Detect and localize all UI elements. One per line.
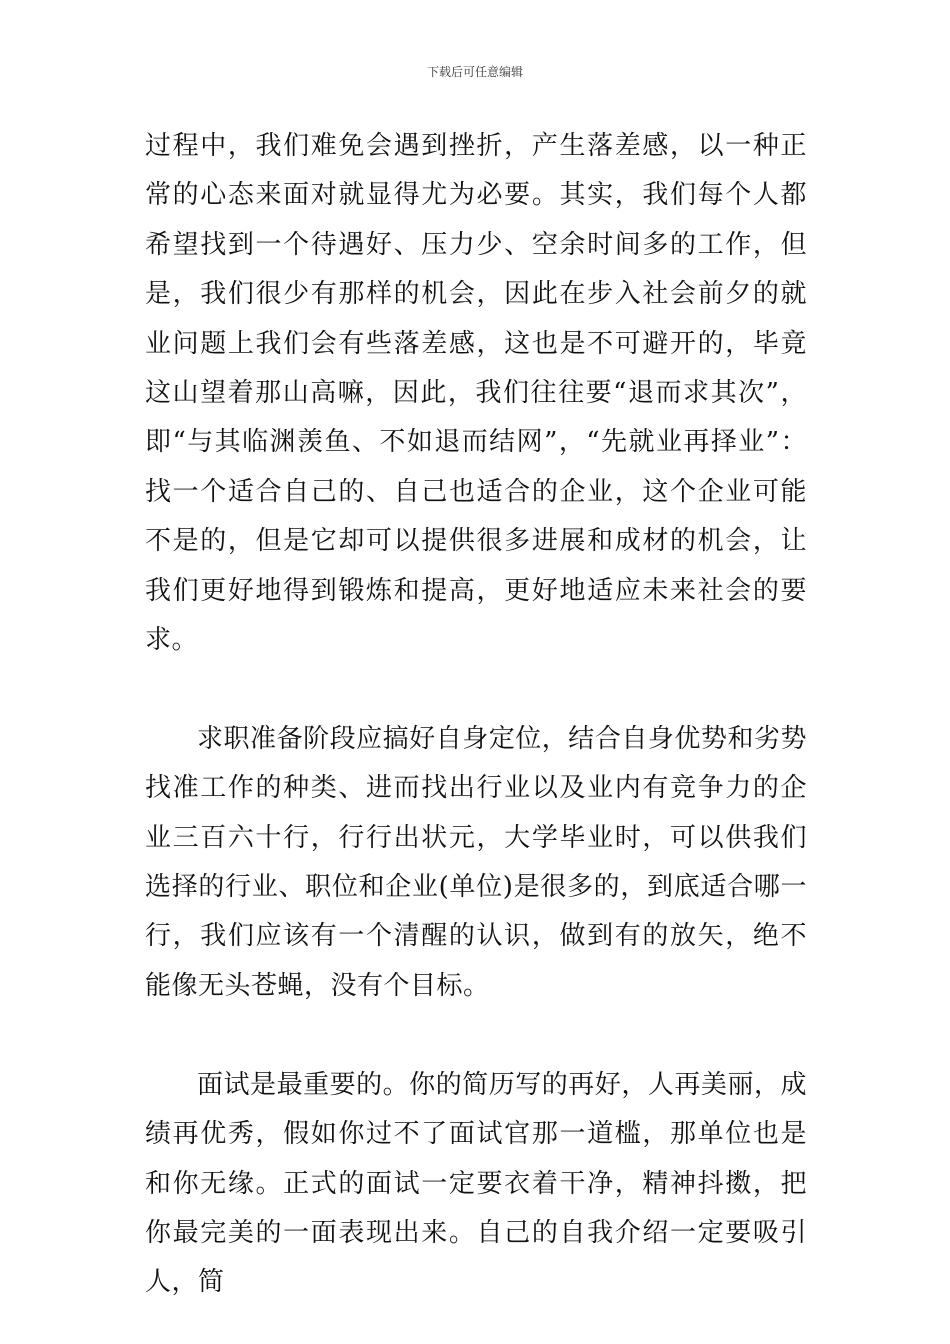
paragraph-gap: [145, 1011, 807, 1060]
paragraph-2: 求职准备阶段应搞好自身定位，结合自身优势和劣势找准工作的种类、进而找出行业以及业内有竞争力的企业三百六十行，行行出状元，大学毕业时，可以供我们选择的行业、职位和企业(单位)是很多的，到底适合哪一行，我们应该有一个清醒的认识，做到有的放矢，绝不能像无头苍蝇，没有个目标。: [145, 723, 807, 1001]
paragraph-1: 过程中，我们难免会遇到挫折，产生落差感，以一种正常的心态来面对就显得尤为必要。其实，我们每个人都希望找到一个待遇好、压力少、空余时间多的工作，但是，我们很少有那样的机会，因此在步入社会前夕的就业问题上我们会有些落差感，这也是不可避开的，毕竟这山望着那山高嘛，因此，我们往往要“退而求其次”，即“与其临渊羡鱼、不如退而结网”，“先就业再择业”：找一个适合自己的、自己也适合的企业，这个企业可能不是的，但是它却可以提供很多进展和成材的机会，让我们更好地得到锻炼和提高，更好地适应未来社会的要求。: [145, 131, 807, 656]
document-body: [145, 122, 807, 1308]
paragraph-3: 面试是最重要的。你的简历写的再好，人再美丽，成绩再优秀，假如你过不了面试官那一道槛，那单位也是和你无缘。正式的面试一定要衣着干净，精神抖擞，把你最完美的一面表现出来。自己的自我介绍一定要吸引人，简: [145, 1069, 807, 1298]
page-header-note: 下载后可任意编辑: [426, 65, 523, 79]
paragraph-gap: [145, 665, 807, 714]
